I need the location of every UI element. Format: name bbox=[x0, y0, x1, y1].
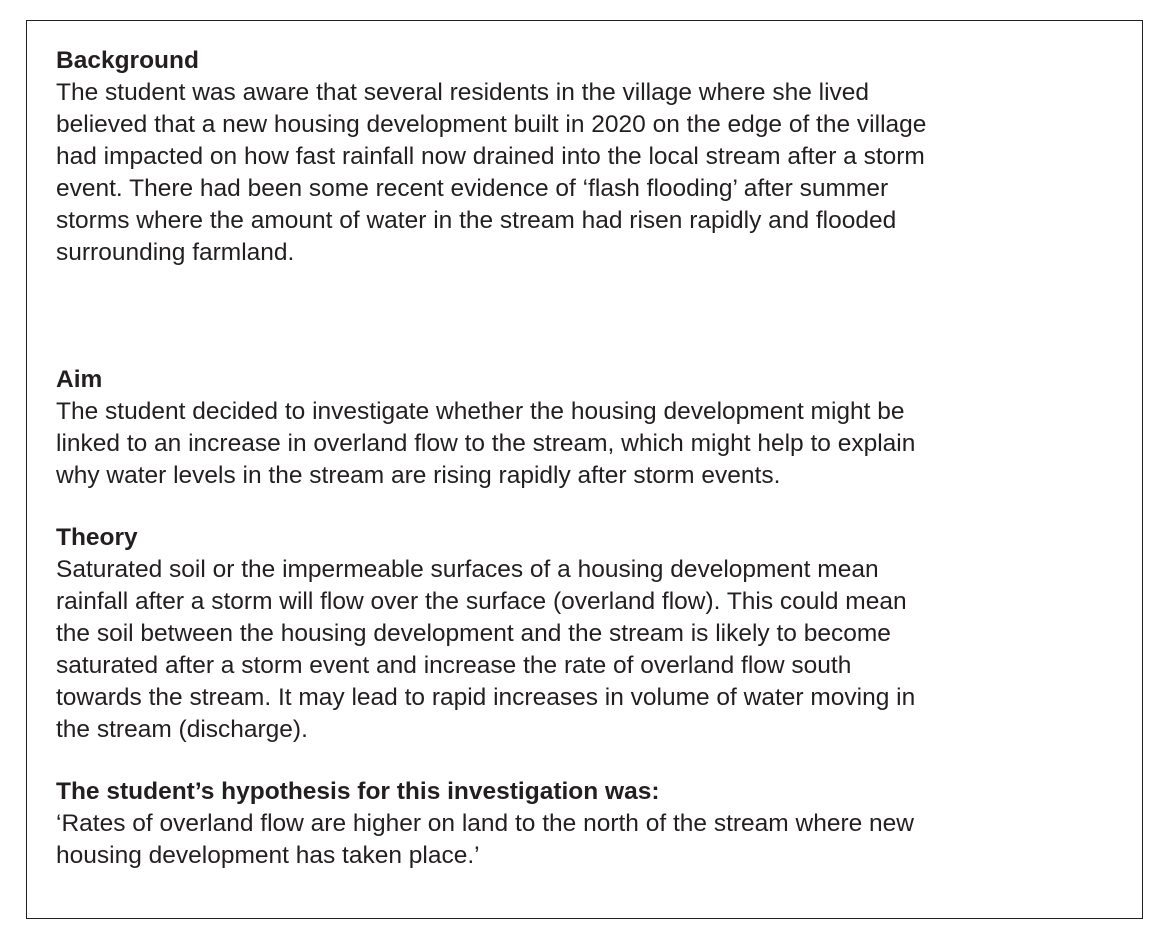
paragraph-line: rainfall after a storm will flow over the surface (overland flow). This could mean bbox=[56, 588, 907, 615]
section-heading-theory: Theory bbox=[56, 524, 138, 551]
paragraph-line: surrounding farmland. bbox=[56, 239, 295, 266]
section-aim bbox=[56, 364, 1126, 492]
paragraph-line: The student decided to investigate whether the housing development might be bbox=[56, 398, 905, 425]
paragraph-line: the stream (discharge). bbox=[56, 716, 308, 743]
paragraph-line: Saturated soil or the impermeable surfaces of a housing development mean bbox=[56, 556, 879, 583]
paragraph-line: event. There had been some recent evidence of ‘flash flooding’ after summer bbox=[56, 175, 889, 202]
paragraph-line: why water levels in the stream are rising rapidly after storm events. bbox=[56, 462, 781, 489]
hypothesis-line: ‘Rates of overland flow are higher on land to the north of the stream where new bbox=[56, 810, 914, 837]
section-heading-background: Background bbox=[56, 47, 199, 74]
paragraph-line: towards the stream. It may lead to rapid increases in volume of water moving in bbox=[56, 684, 916, 711]
paragraph-line: the soil between the housing development and the stream is likely to become bbox=[56, 620, 891, 647]
section-theory bbox=[56, 522, 1126, 746]
paragraph-line: The student was aware that several residents in the village where she lived bbox=[56, 79, 870, 106]
section-heading-aim: Aim bbox=[56, 366, 103, 393]
paragraph-line: storms where the amount of water in the stream had risen rapidly and flooded bbox=[56, 207, 897, 234]
paragraph-line: had impacted on how fast rainfall now drained into the local stream after a storm bbox=[56, 143, 925, 170]
paragraph-line: saturated after a storm event and increase the rate of overland flow south bbox=[56, 652, 852, 679]
paragraph-line: linked to an increase in overland flow to the stream, which might help to explain bbox=[56, 430, 916, 457]
section-hypothesis bbox=[56, 776, 1126, 872]
hypothesis-line: housing development has taken place.’ bbox=[56, 842, 480, 869]
section-background bbox=[56, 45, 1126, 269]
paragraph-line: believed that a new housing development built in 2020 on the edge of the village bbox=[56, 111, 927, 138]
section-heading-hypothesis: The student’s hypothesis for this investigation was: bbox=[56, 778, 660, 805]
